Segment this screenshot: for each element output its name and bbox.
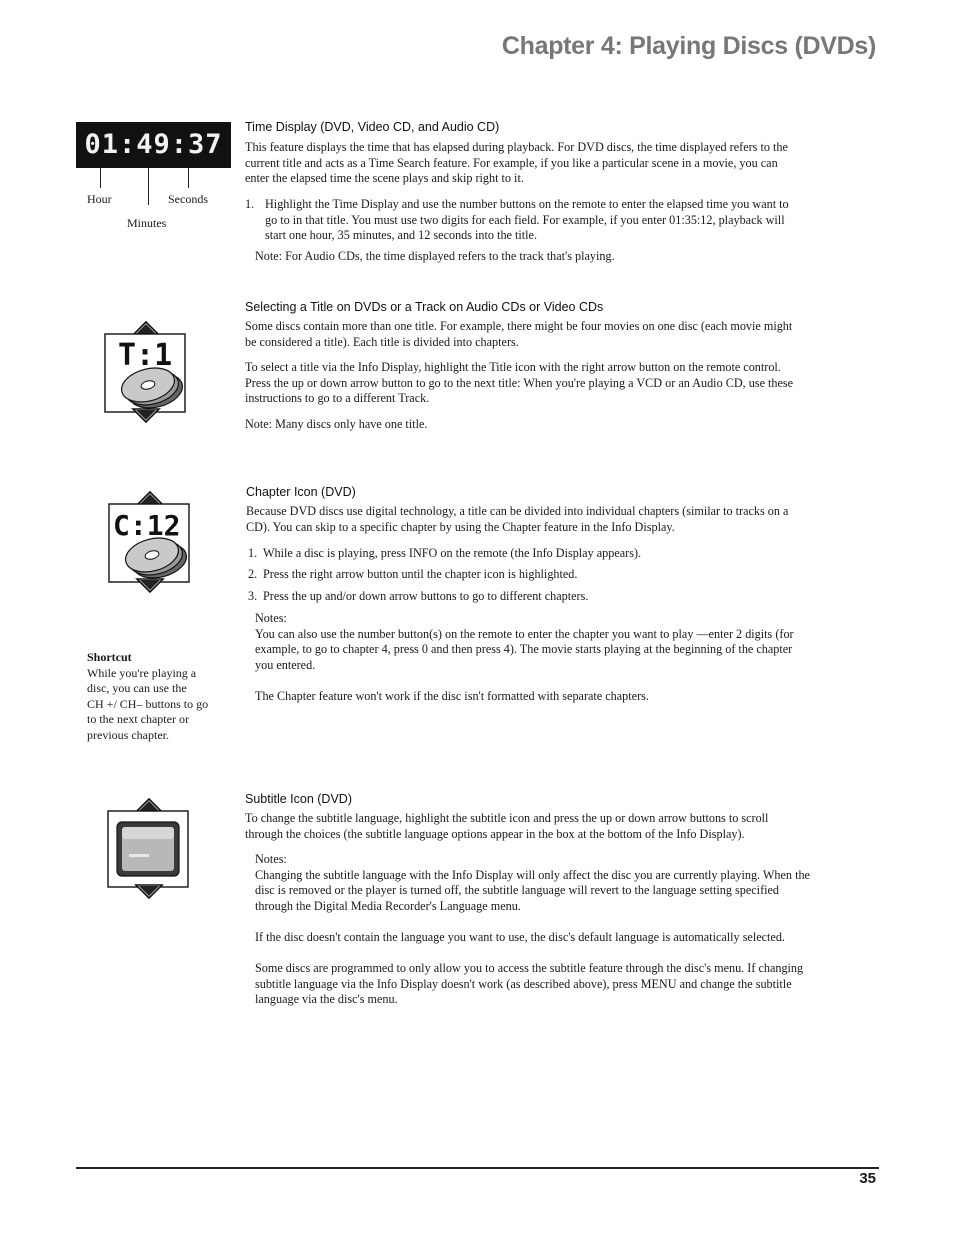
subtitle-icon-figure (103, 797, 195, 903)
time-display-step-1: 1. Highlight the Time Display and use the number buttons on the remote to enter the elapsed time you want to go to in that title. You must use two digits for each field. For example, if you enter 01:35:12, playback will start one hour, 35 minutes, and 12 seconds into the title. (245, 197, 789, 243)
title-icon-figure (100, 320, 192, 426)
chapter-step-3: 3. Press the up and/or down arrow buttons to go to different chapters. (248, 589, 589, 603)
section-heading-time-display: Time Display (DVD, Video CD, and Audio CD) (245, 120, 500, 134)
time-display-readout: 01:49:37 (76, 122, 231, 168)
subtitle-intro: To change the subtitle language, highlight the subtitle icon and press the up or down arrow buttons to scroll through the choices (the subtitle language options appear in the box at the bottom of the Info Display). (245, 811, 769, 841)
chapter-notes: Notes: You can also use the number button(s) on the remote to enter the chapter you want to play —enter 2 digits (for example, to go to chapter 4, press 0 and then press 4). The movie starts playing at the beginning of the chapter you entered. The Chapter feature won't work if the disc isn't formatted with separate chapters. (255, 611, 794, 703)
subtitle-notes: Notes: Changing the subtitle language with the Info Display will only affect the disc you are currently playing. When the disc is removed or the player is turned off, the subtitle language will revert to the language setting specified through the Digital Media Recorder's Language menu. If the disc doesn't contain the language you want to use, the disc's default language is automatically selected. Some discs are programmed to only allow you to access the subtitle feature through the disc's menu. If changing subtitle language via the Info Display doesn't work (as described above), press MENU and change the subtitle language via the disc's menu. (255, 852, 810, 1007)
time-display-intro: This feature displays the time that has elapsed during playback. For DVD discs, the time displayed refers to the current title and acts as a Time Search feature. For example, if you like a particular scene in a movie, you can enter the elapsed time the scene plays and skip right to it. (245, 140, 788, 186)
page-number: 35 (859, 1170, 876, 1187)
title-icon-label: T:1 (118, 338, 173, 373)
minutes-label: Minutes (127, 216, 167, 230)
chapter-title: Chapter 4: Playing Discs (DVDs) (501, 32, 876, 60)
select-title-para-1: Some discs contain more than one title. For example, there might be four movies on one disc (each movie might be considered a title). Each title is divided into chapters. (245, 319, 793, 349)
chapter-notes-label: Notes: (255, 611, 287, 625)
subtitle-notes-label: Notes: (255, 852, 287, 866)
time-display-note: Note: For Audio CDs, the time displayed refers to the track that's playing. (255, 249, 615, 263)
shortcut-sidebar: Shortcut While you're playing a disc, you can use the CH +/ CH– buttons to go to the next chapter or previous chapter. (87, 650, 209, 742)
screen-icon (117, 822, 179, 876)
chapter-icon-figure (104, 490, 196, 596)
chapter-step-1: 1. While a disc is playing, press INFO on the remote (the Info Display appears). (248, 546, 642, 560)
shortcut-title: Shortcut (87, 650, 132, 664)
section-heading-chapter-icon: Chapter Icon (DVD) (246, 485, 356, 499)
seconds-pointer-line (188, 168, 189, 188)
select-title-para-2: To select a title via the Info Display, highlight the Title icon with the right arrow button on the remote control. Press the up or down arrow button to go to the next title: When you're playing a VCD or an Audio CD, use these instructions to go to a different Track. (245, 360, 794, 406)
footer-rule (76, 1167, 879, 1169)
chapter-intro: Because DVD discs use digital technology, a title can be divided into individual chapters (similar to tracks on a CD). You can skip to a specific chapter by using the Chapter feature in the Info Display. (246, 504, 789, 534)
hour-label: Hour (87, 192, 112, 206)
chapter-step-2: 2. Press the right arrow button until the chapter icon is highlighted. (248, 567, 578, 581)
chapter-icon-label: C:12 (113, 509, 181, 542)
hour-pointer-line (100, 168, 101, 188)
minutes-pointer-line (148, 168, 149, 205)
seconds-label: Seconds (168, 192, 208, 206)
section-heading-subtitle-icon: Subtitle Icon (DVD) (245, 792, 352, 806)
select-title-note: Note: Many discs only have one title. (245, 417, 428, 431)
section-heading-select-title: Selecting a Title on DVDs or a Track on Audio CDs or Video CDs (245, 300, 604, 314)
